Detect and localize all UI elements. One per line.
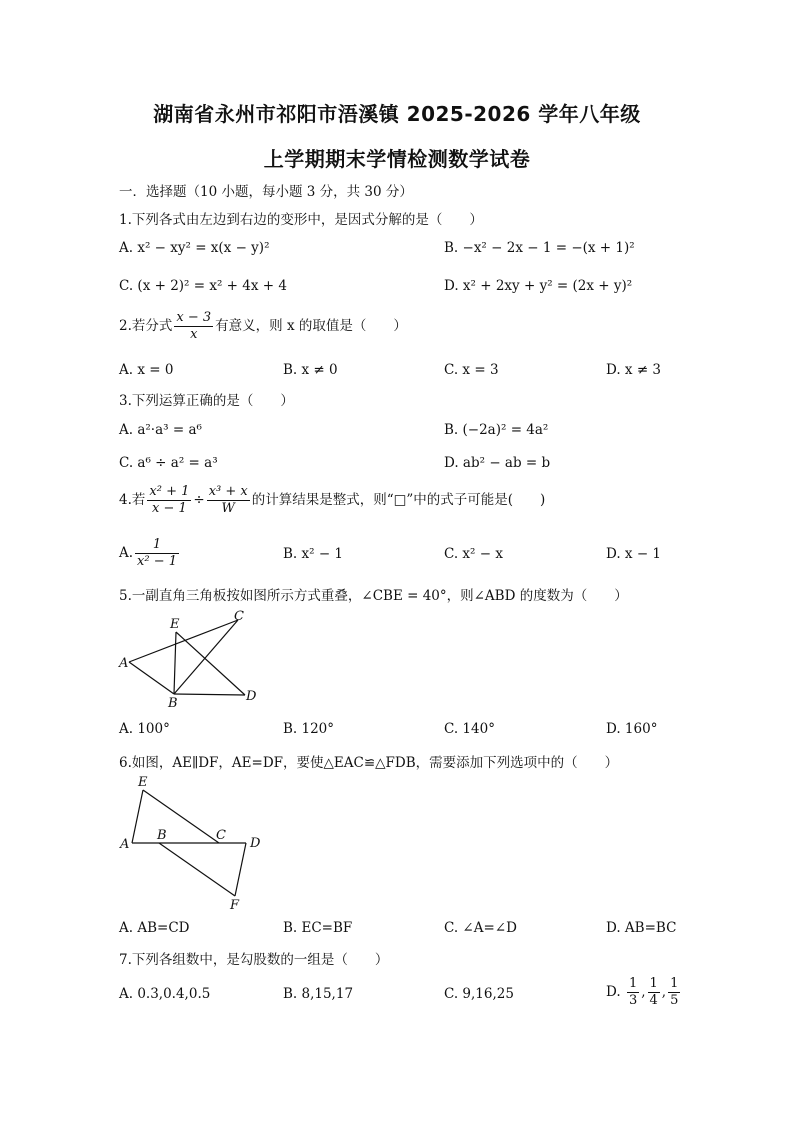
q4-operator: ÷ (193, 492, 205, 508)
exam-title-line2: 上学期期末学情检测数学试卷 (263, 147, 531, 171)
q5-line-bc (174, 620, 238, 694)
q6-label-b: B (157, 828, 167, 843)
q5-line-ab (129, 662, 174, 694)
q5-line-bd (174, 694, 245, 695)
q6-option-a: A. AB=CD (119, 920, 190, 936)
q5-label-e: E (170, 617, 180, 632)
q5-line-ac (129, 620, 238, 662)
q1-option-a: A. x² − xy² = x(x − y)² (119, 240, 270, 256)
q4-option-a-denominator: x² − 1 (137, 554, 178, 569)
q6-label-c: C (216, 828, 226, 843)
q4-option-a (119, 537, 181, 570)
q6-label-f: F (230, 898, 240, 913)
q7-option-d: D. $\frac{1}{3}$ , $\frac{1}{4}$ , $\frac{1}{5}$ (606, 976, 679, 1008)
q7-fraction-1: $\frac{1}{3}$ (628, 976, 638, 1008)
q2-stem (119, 310, 407, 343)
q5-option-a: A. 100° (119, 721, 170, 737)
q2-numerator: x − 3 (176, 310, 212, 325)
q3-option-c: C. a⁶ ÷ a² = a³ (119, 455, 218, 471)
q2-option-c: C. x = 3 (444, 362, 499, 378)
q6-label-e: E (138, 775, 148, 790)
q2-option-d: D. x ≠ 3 (606, 362, 662, 378)
exam-title-line1: 湖南省永州市祁阳市浯溪镇 2025-2026 学年八年级 (153, 102, 641, 126)
q2-option-b: B. x ≠ 0 (283, 362, 338, 378)
q5-option-d: D. 160° (606, 721, 658, 737)
q4-option-a-fraction (135, 537, 179, 570)
q4-numerator-1: x² + 1 (149, 484, 190, 499)
q4-stem-pre: 4.若 (119, 492, 146, 508)
q4-stem-post: 的计算结果是整式，则“□”中的式子可能是( ) (251, 492, 546, 508)
q3-option-b: B. (−2a)² = 4a² (444, 422, 549, 438)
q1-stem: 1.下列各式由左边到右边的变形中，是因式分解的是（ ） (119, 212, 483, 228)
q7-fraction-3: $\frac{1}{5}$ (670, 976, 679, 1008)
q2-option-a: A. x = 0 (119, 362, 174, 378)
q4-option-c: C. x² − x (444, 546, 503, 562)
q5-label-c: C (234, 609, 244, 624)
q6-line-bf (159, 843, 235, 896)
q5-label-d: D (246, 689, 257, 704)
q5-option-c: C. 140° (444, 721, 495, 737)
q1-option-c: C. (x + 2)² = x² + 4x + 4 (119, 278, 287, 294)
q5-label-a: A (119, 656, 129, 671)
q7-stem: 7.下列各组数中，是勾股数的一组是（ ） (119, 952, 389, 968)
q4-option-a-label: A. (119, 545, 134, 561)
q6-label-a: A (120, 837, 130, 852)
q5-label-b: B (168, 696, 178, 711)
q4-option-d: D. x − 1 (606, 546, 662, 562)
q6-triangle-figure (112, 772, 272, 914)
q4-denominator-2: W (221, 501, 235, 516)
q6-line-ec (143, 790, 219, 843)
q3-stem: 3.下列运算正确的是（ ） (119, 393, 294, 409)
q7-option-a: A. 0.3,0.4,0.5 (119, 986, 211, 1002)
q6-option-d: D. AB=BC (606, 920, 677, 936)
q1-option-b: B. −x² − 2x − 1 = −(x + 1)² (444, 240, 635, 256)
q6-stem: 6.如图，AE∥DF，AE=DF，要使△EAC≌△FDB，需要添加下列选项中的（ ） (119, 755, 619, 771)
q7-option-d-label: D. (606, 984, 621, 1000)
q2-fraction (174, 310, 213, 343)
q6-option-c: C. ∠A=∠D (444, 920, 517, 936)
q4-option-b: B. x² − 1 (283, 546, 344, 562)
q7-option-b: B. 8,15,17 (283, 986, 354, 1002)
q4-numerator-2: x³ + x (208, 484, 248, 499)
q7-option-c: C. 9,16,25 (444, 986, 514, 1002)
q3-option-d: D. ab² − ab = b (444, 455, 551, 471)
q1-option-d: D. x² + 2xy + y² = (2x + y)² (444, 278, 633, 294)
q2-stem-pre: 2.若分式 (119, 318, 173, 334)
q5-triangle-figure (112, 606, 272, 711)
q2-denominator: x (190, 327, 198, 342)
q3-option-a: A. a²·a³ = a⁶ (119, 422, 202, 438)
q5-line-eb (174, 632, 176, 694)
q5-option-b: B. 120° (283, 721, 335, 737)
section-heading: 一．选择题（10 小题，每小题 3 分，共 30 分） (119, 184, 413, 200)
q7-fraction-2: $\frac{1}{4}$ (649, 976, 658, 1008)
q4-denominator-1: x − 1 (152, 501, 187, 516)
q6-line-df (235, 843, 246, 896)
q4-fraction-1 (147, 484, 191, 517)
q6-option-b: B. EC=BF (283, 920, 353, 936)
q2-stem-post: 有意义，则 x 的取值是（ ） (215, 318, 407, 334)
q6-label-d: D (250, 836, 261, 851)
q5-stem: 5.一副直角三角板按如图所示方式重叠，∠CBE = 40°，则∠ABD 的度数为（ ） (119, 588, 628, 604)
q4-option-a-numerator: 1 (135, 537, 179, 554)
q5-line-ed (176, 632, 245, 695)
q4-stem (119, 484, 545, 517)
q4-fraction-2 (207, 484, 250, 517)
q6-line-ea (132, 790, 143, 843)
